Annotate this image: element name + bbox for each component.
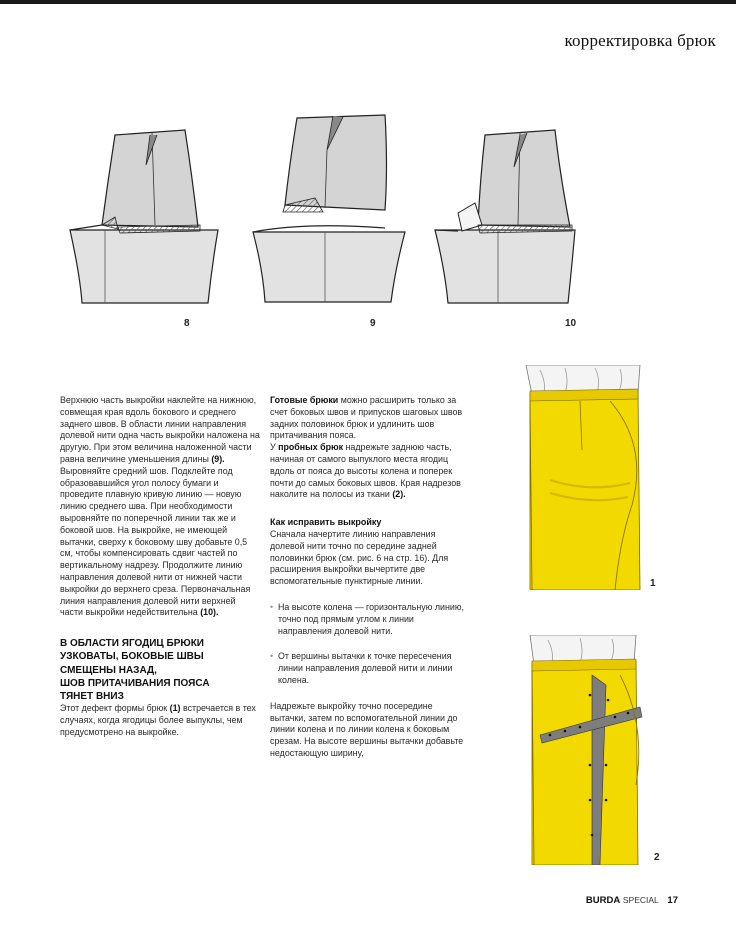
photo-number-1: 1 <box>650 578 656 589</box>
pattern-diagram-9 <box>245 110 415 305</box>
bullet-icon: • <box>270 601 274 612</box>
subheading: Как исправить выкройку <box>270 517 382 528</box>
brand-name: BURDA <box>585 895 621 906</box>
page-title: корректировка брюк <box>564 31 716 50</box>
figure-number-10: 10 <box>565 318 577 329</box>
figure-number-8: 8 <box>184 318 190 329</box>
bullet-item: • На высоте колена — горизонтальную линию, точно под прямым углом к линии направления долевой нити. <box>270 601 464 636</box>
page-footer <box>586 895 678 906</box>
paragraph: Сначала начертите линию направления долевой нити точно по середине задней половинки брюк (см. рис. 6 на стр. 16). Для расширения выкройки вычертите две вспомогательные пунктирные линии. <box>270 528 449 587</box>
figure-number-9: 9 <box>370 318 376 329</box>
paragraph: Надрежьте выкройку точно посередине вытачки, затем по вспомогательной линии до линии колена и по линии колена к боковым срезам. На высоте вершины вытачки добавьте недостающую ширину, <box>270 700 464 758</box>
photo-number-2: 2 <box>654 852 660 863</box>
pattern-diagram-8 <box>60 125 230 310</box>
paragraph: Верхнюю часть выкройки наклейте на нижнюю, совмещая края вдоль бокового и среднего заднего швов. В области линии направления долевой нити одна часть выкройки наложена на другую. При этом величина наложенной части равна величине уменьшения длины (9). Выровняйте средний шов. Подклейте под образовавшийся угол полосу бумаги и проведите плавную кривую линию — новую линию среднего шва. При необходимости выровняйте по поперечной линии так же и боковой шов. На выкройке, не имеющей вытачки, сверху к боковому шву добавьте 0,5 см, чтобы компенсировать сдвиг частей по вертикальному надрезу. Продолжите линию направления долевой нити от нижней части выкройки до верхнего среза. Первоначальная линия направления долевой нити верхней части выкройки недействительна (10). <box>60 395 260 618</box>
paragraph: Этот дефект формы брюк (1) встречается в тех случаях, когда ягодицы более выпуклы, чем предусмотрено на выкройке. <box>60 703 256 737</box>
figure-ref: (1) <box>169 703 181 714</box>
yellow-trousers-photo-2 <box>520 635 644 865</box>
bullet-icon: • <box>270 651 274 662</box>
bullet-item: • От вершины вытачки к точке пересечения линии направления долевой нити и линии колена. <box>270 651 453 685</box>
paragraph: У пробных брюк надрежьте заднюю часть, начиная от самого выпуклого места ягодиц вдоль от пояса до высоты колена и поперек почти до самых боковых швов. Края надрезов наколите на полосы из ткани (2). <box>270 442 461 500</box>
section-heading: В ОБЛАСТИ ЯГОДИЦ БРЮКИ УЗКОВАТЫ, БОКОВЫЕ ШВЫ СМЕЩЕНЫ НАЗАД, ШОВ ПРИТАЧИВАНИЯ ПОЯСА ТЯНЕТ ВНИЗ <box>60 638 210 702</box>
top-rule <box>0 0 736 4</box>
text-column-middle <box>270 395 465 760</box>
brand-edition: SPECIAL <box>622 895 659 905</box>
figure-ref: (2). <box>392 489 406 500</box>
paragraph: Готовые брюки можно расширить только за счет боковых швов и припусков шаговых швов задних половинок брюк и удлинить шов притачивания пояса. <box>270 395 463 441</box>
figure-ref: (9). <box>211 453 225 464</box>
text-column-left <box>60 395 260 739</box>
figure-ref: (10). <box>200 607 219 618</box>
yellow-trousers-photo-1 <box>520 365 644 590</box>
page-number: 17 <box>667 895 678 906</box>
pattern-diagram-10 <box>430 125 590 310</box>
